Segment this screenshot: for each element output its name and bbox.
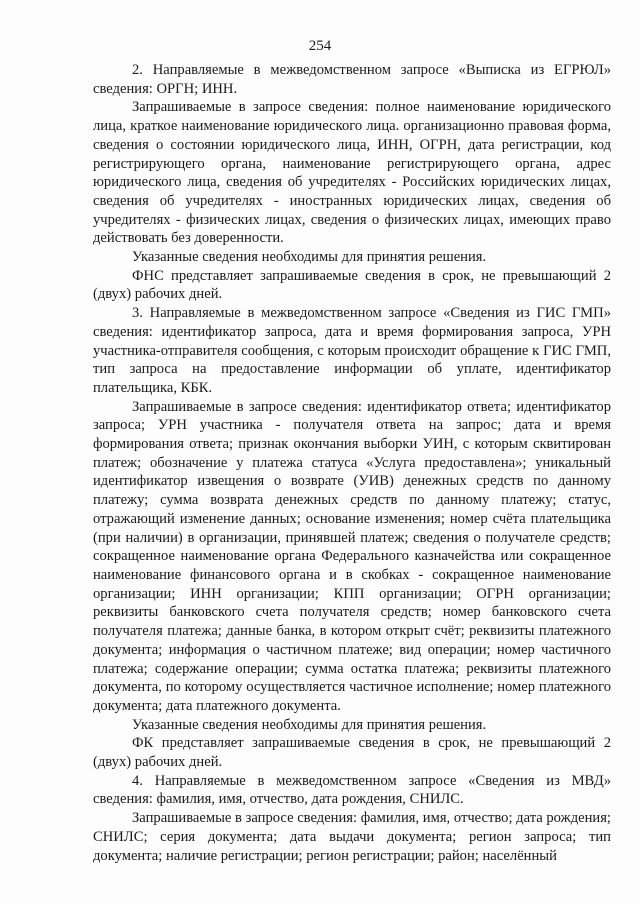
paragraph-egryul-request: 2. Направляемые в межведомственном запросе «Выписка из ЕГРЮЛ» сведения: ОРГН; ИНН. [93,62,611,97]
page-number: 254 [308,38,332,54]
paragraph-gis-gmp-request: 3. Направляемые в межведомственном запросе «Сведения из ГИС ГМП» сведения: идентификатор запроса, дата и время формирования запроса, УРН участника-отправителя сообщения, с которым происходит обращение к ГИС ГМП, тип запроса на предоставление информации об уплате, идентификатор плательщика, КБК. [93,305,611,396]
paragraph-gis-gmp-requested-info: Запрашиваемые в запросе сведения: идентификатор ответа; идентификатор запроса; УРН участника - получателя ответа на запрос; дата и время формирования ответа; признак окончания выборки УИН, с которым сквитирован платеж; обозначение у платежа статуса «Услуга предоставлена»; уникальный идентификатор извещения о возврате (УИВ) денежных средств по данному платежу; сумма возврата денежных средств по данному платежу; статус, отражающий изменение данных; основание изменения; номер счёта плательщика (при наличии) в организации, принявшей платеж; сведения о получателе средств; сокращенное наименование органа Федерального казначейства или сокращенное наименование финансового органа и в скобках - сокращенное наименование организации; ИНН организации; КПП организации; ОГРН организации; реквизиты банковского счета получателя средств; номер банковского счета получателя платежа; данные банка, в котором открыт счёт; реквизиты платежного документа; информация о частичном платеже; вид операции; номер частичного платежа; содержание операции; сумма остатка платежа; реквизиты платежного документа, по которому осуществляется частичное исполнение; номер платежного документа; дата платежного документа. [93,398,611,714]
paragraph-fns-deadline: ФНС представляет запрашиваемые сведения в срок, не превышающий 2 (двух) рабочих дней. [93,267,611,303]
paragraph-egryul-requested-info: Запрашиваемые в запросе сведения: полное наименование юридического лица, краткое наименование юридического лица. организационно правовая форма, сведения о состоянии юридического лица, ИНН, ОГРН, дата регистрации, код регистрирующего органа, наименование регистрирующего органа, адрес юридического лица, сведения об учредителях - Российских юридических лицах, сведения об учредителях - иностранных юридических лицах, сведения об учредителях - физических лицах, сведения о физических лицах, имеющих право действовать без доверенности. [93,99,611,247]
document-body [93,61,611,865]
paragraph-mvd-request: 4. Направляемые в межведомственном запросе «Сведения из МВД» сведения: фамилия, имя, отчество, дата рождения, СНИЛС. [93,772,611,808]
paragraph-mvd-requested-info: Запрашиваемые в запросе сведения: фамилия, имя, отчество; дата рождения; СНИЛС; серия документа; дата выдачи документа; регион запроса; тип документа; наличие регистрации; регион регистрации; район; населённый [93,810,611,864]
paragraph-decision-note-1: Указанные сведения необходимы для принятия решения. [132,249,487,266]
paragraph-decision-note-2: Указанные сведения необходимы для принятия решения. [132,716,487,733]
paragraph-fk-deadline: ФК представляет запрашиваемые сведения в срок, не превышающий 2 (двух) рабочих дней. [93,735,611,771]
